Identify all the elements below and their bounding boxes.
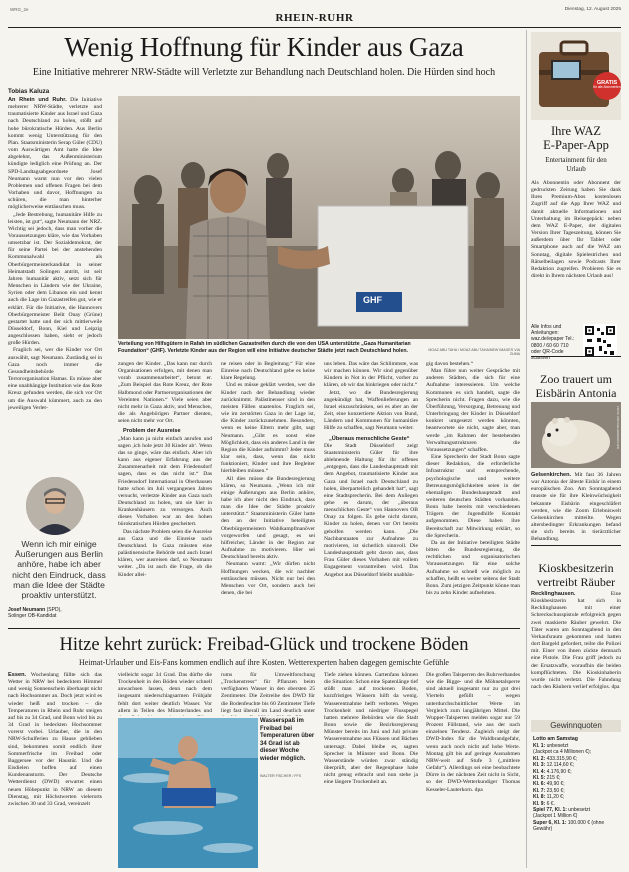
paragraph: Und es müsse geklärt werden, wer die Kinder nach der Behandlung wieder zurücknimmt. Palästinenser sind in den meisten Fällen staatenlos. Fraglich sei, wie im zerstörten Gaza in der Lage ist, die Kinder zurückzunehmen. Besonders, wenn es keine Eltern mehr gibt, sagt Neumann. „Gibt es sonst eine Möglichkeit, dass ein anderes Land in der Region die Kinder aufnimmt? Jeder muss klar sein, dass, wenn das nicht funktioniert, Kinder und ihre Begleiter hierbleiben müssen.“ xyxy=(221,382,315,475)
paragraph: Problem der Ausreise „Man kann ja nicht einfach anrufen und sagen ,ich hole jetzt 30 Kinder ab‘. Wenn das so ginge, wäre das einfach. Aber ich kann aus eigener Erfahrung aus der Zusammenarbeit mit dem Friedensdorf sagen, dass es das nicht ist.“ Das Friedensdorf International in Oberhausen hatte schon im Juli vergangenen Jahres versucht, verletzte Kinder aus Gaza nach Deutschland zu holen, um sie hier in Krankenhäusern zu versorgen. Auch dieses Vorhaben war an den hohen bürokratischen Hürden gescheitert. xyxy=(118,428,212,528)
lead-column-5 xyxy=(426,361,520,621)
lotto-heading-label: Gewinnquoten xyxy=(550,721,602,730)
pool-swimmer-image xyxy=(118,718,258,868)
second-column-1: Essen. Wochenlang füllte sich das Wetter in NRW bei bedecktem Himmel und wenig Sonnenschein überhaupt nicht nach Hochsommer an. Doch jetzt wird es wieder heiß und trocken – die Temperaturen in Rhein und Ruhr steigen auf bis zu 34 Grad, und Bonn wird bis zu 34 Grad in bedeckten Hochsommer vorerst vorbei. Urlauber, die in den NRW-Schulferien zu Hause geblieben sind, bekommen somit endlich ihrer Sommerfrische im Freibad oder Baggersee vor der Haustür. Und die Eisdielen hoffen auf einen Kundenansturm. Der Deutsche Wetterdienst (DWD) erwartet einen neuen Höhepunkt in NRW an diesem Dienstag, mit Höchstwerten vielerorts zwischen 30 und 33 Grad, vereinzelt xyxy=(8,672,102,807)
ad-title-line1: Ihre WAZ xyxy=(550,124,602,138)
lotto-line: Kl. 8: 11,20 €; xyxy=(533,794,565,801)
lotto-line: Kl. 2: 433.315,90 €; xyxy=(533,755,578,762)
paragraph: Da an der Initiative beteiligten Städte bitten die Bundesregierung, die rechtlichen und organisatorischen Voraussetzungen für eine solche Aufnahme so schnell wie möglich zu schaffen, heißt es weiter seitens der Stadt Bonn. Zum jetzigen Zeitpunkt könne man bis zu zehn Kinder aufnehmen. xyxy=(426,539,520,596)
sidebar-rule-2 xyxy=(531,545,621,546)
paragraph: An Rhein und Ruhr. Die Initiative mehrerer NRW-Städte, verletzte und traumatisierte Kinder aus Israel und Gaza nach Deutschland zu holen, stößt auf hohe bürokratische Hürden. Aus Berlin kommt wenig Unterstützung für den Plan. Staatsministerin Serap Güler (CDU) vom Auswärtigen Amt hatte die Idee abgelehnt, das Außenministerium kündigte lediglich eine Prüfung an. Der SPD-Landtagsabgeordnete Josef Neumann warnt nun vor den vielen Problemen und offenen Fragen bei dem Vorhaben und davor, Hoffnungen zu schüren, die man hinterher möglicherweise enttäuschen muss. xyxy=(8,97,102,211)
quote-text: Wenn ich mir einige Äußerungen aus Berlin anhöre, habe ich aber nicht den Eindruck, dass man die Idee der Städte proaktiv unterstützt. xyxy=(12,539,106,601)
paragraph: uns leben. Das wäre das Schlimmste, was wir machen können. Wir sind gegenüber Kindern in Not in der Pflicht, vorher zu klären, ob wir das hinkriegen oder nicht.“ xyxy=(324,361,418,389)
lotto-line: Kl. 5: 215 €; xyxy=(533,775,561,782)
lead-photo-credit: MOAZ ABU TAHA / MOAZ ABU TAHA/NEW IMAGES VIA ZUMA xyxy=(428,348,520,356)
lead-column-2 xyxy=(118,361,212,621)
epaper-ad xyxy=(531,32,621,402)
sidebar-separator xyxy=(526,30,527,868)
second-subline: Heimat-Urlauber und Eis-Fans kommen endlich auf ihre Kosten. Wetterexperten haben dagegen gemischte Gefühle xyxy=(79,658,449,667)
zoo-body: Gelsenkirchen. Mit fast 36 Jahren war Antonia der älteste Eisbär in einem europäischen Zoo. Am Sonntagabend musste sie für ihre Kleinwüchsigkeit bekannte Eisbärin eingeschläfert werden, wie die Zoom Erlebniswelt Gelsenkirchen mitteilte. Wegen altersbedingter Erkrankungen befand sie sich bereits in tierärztlicher Behandlung. xyxy=(531,472,621,542)
kiosk-headline: Kioskbesitzerin vertreibt Räuber xyxy=(536,561,616,589)
paragraph: All dies müsse die Bundesregierung klären, so Neumann. „Wenn ich mir einige Äußerungen aus Berlin anhöre, habe ich aber nicht den Eindruck, dass man die Idee der Städte proaktiv unterstützt.“ Staatsministerin Güler hatte den an der Initiative beteiligten Oberbürgermeistern Wahlkampfmanöver vorgeworfen und gesagt, es sei hilfreicher, Länder in der Region zur Aufnahme zu motivieren. Hier sei Deutschland bereits aktiv. xyxy=(221,475,315,561)
paragraph: „Überaus menschliche Geste“ Die Stadt Düsseldorf zeigt Staatsministerin Güler für ihre ablehnende Haltung für ihr offenes „entgegen, dass die Landeshauptstadt mit dem Angebot, traumatisierte Kinder aus Gaza und Israel nach Deutschland zu holen, überparteilich gehandelt hat“, sagt eine Stadtsprecherin. Bei dem Anliegen gehe es darum, der „überaus menschlichen Geste“ von Hannovers OB Onay zu folgen. Es gehe nicht darum, Kinder zu holen, denen vor Ort bereits geholfen werden kann. „Die Nachbarstaaten zur Aufnahme zu motivieren, ist sicherlich sinnvoll. Die Landeshauptstadt geht davon aus, dass Frau Güler dieses Vorhaben mit vollem Engagement vorantreiben wird. Das Angebot aus Düsseldorf bleibt unabhän- xyxy=(324,435,418,578)
sidebar-rule-1 xyxy=(531,356,621,357)
lotto-line: (Jackpot ca 4 Millionen €); xyxy=(533,749,592,756)
lotto-line: Kl. 7: 23,50 €; xyxy=(533,787,565,794)
quote-box xyxy=(8,475,110,625)
qr-code-icon[interactable] xyxy=(583,324,617,358)
pool-photo xyxy=(118,718,258,868)
second-column-5: Die großen Talsperren des Ruhrverbandes wie die Bigge- und die Möhnetalsperre sind aktuell insgesamt nur zu gut drei Vierteln gefüllt – wegen unterdurchschnittlicher Werte im Vergleich zum langjährigen Mittel. Die Wupper-Talsperren melden sogar nur 59 Prozent Füllstand, wie aus der nach einzelnen Tendenz. Zugleich steigt der DWD-Index für die Waldbrandgefahr, wenn auch noch nicht auf hohe Werte. Montag gilt bis auf geringe Ausnahmen NRW-weit auf Stufe 3 („mittlere Gefahr“). Allerdings sei eine beobachtete Dürre in der nächsten Zeit nicht in Sicht, so der DWD-Wetterkundiger Thomas Kesseler-Lauterkorn. dpa xyxy=(426,672,520,793)
quote-avatar xyxy=(26,477,84,535)
quote-party: (SPD), xyxy=(46,607,62,613)
lotto-title: Lotto am Samstag xyxy=(533,736,578,742)
gratis-badge xyxy=(593,72,621,100)
lead-subline: Eine Initiative mehrerer NRW-Städte will Verletzte zur Behandlung nach Deutschland holen. Die Hürden sind hoch xyxy=(32,67,496,78)
paragraph: zungen der Kinder. „Das kann nur durch Organisationen erfolgen, mit denen man vorab zusammenarbeitet“, betont er. „Zum Beispiel das Rote Kreuz, der Rote Halbmond oder Partnerorganisationen der Vereinten Nationen.“ Viele seien aber nicht mehr in Gaza aktiv, und Menschen, die als Angehörigen Partner dienten, seien nicht mehr vor Ort. xyxy=(118,361,212,425)
lead-column-4 xyxy=(324,361,418,621)
quote-role: Solinger OB-Kandidat xyxy=(8,613,57,619)
kiosk-body: Recklinghausen. Eine Kioskbesitzerin hat sich in Recklinghausen mit einer Schreckschusspistole erfolgreich gegen zwei maskierte Räuber gewehrt. Die Täter waren am Sonntagabend in den Verkaufsraum gekommen und hatten dort Bargeld gefordert, teilte die Polizei mit. Einer von ihnen zückte demnach eine Pistole. Die Frau griff jedoch zu der Ersatzwaffe, woraufhin die beiden kompflüchteten. Die Kioskinhaberin wurde nicht verletzt. Die Fahndung nach den Räubern verlief erfolglos. dpa xyxy=(531,591,621,691)
zoo-photo-credit: FOTO: ZOO GELSENKIRCHEN xyxy=(616,406,620,449)
lotto-line: Kl. 6: 49,90 €; xyxy=(533,781,565,788)
page-date: Dienstag, 12. August 2025 xyxy=(564,7,621,12)
lead-photo xyxy=(118,96,520,339)
lead-column-3 xyxy=(221,361,315,621)
lotto-heading xyxy=(531,720,621,732)
zoo-headline: Zoo trauert um Eisbärin Antonia xyxy=(535,372,617,400)
lotto-line: (Jackpot 1 Million €) xyxy=(533,813,578,820)
lotto-list xyxy=(533,743,621,833)
paragraph: Neumann warnt: „Wir dürfen nicht Hoffnungen wecken, die wir nachher enttäuschen müssen. Nicht nur bei den Menschen vor Ort, sondern auch bei denen, die bei xyxy=(221,561,315,596)
lead-author: Tobias Kaluza xyxy=(8,88,50,95)
second-column-4: Tiefe ziehen können. Gartenfans können die Situation: Schon eine Spatenlänge tief stößt man auf trockenen Boden, kurzfristiges Wässern hilft da wenig. Wasserentnahme helft verboten. Wegen Trockenheit und niedriger Flusspegel hatten mehrere Behörden wie die Stadt Bonn sowie die Bezirksregierung Münster bereits im Juni und Juli private Wasserentnahme aus Flüssen und Bächen untersagt. Dabei bleibe es, sagten Sprecher in Münster und Bonn. Die Wasserstände würden zwar ständig überprüft, aber der Regenphase habe nicht genug erbracht und nun stehe ja eine längere Trockenheit an. xyxy=(324,672,418,786)
ad-info: Alle Infos und Anleitungen: waz.de/epaper Tel.: 0800 / 60 60 710 oder QR-Code scannen xyxy=(531,324,575,362)
quote-attribution xyxy=(8,607,110,619)
gratis-badge-sub: für alle Abonnenten xyxy=(593,85,621,89)
second-headline: Hitze kehrt zurück: Freibad-Glück und trockene Böden xyxy=(59,635,469,655)
quote-name: Josef Neumann xyxy=(8,607,46,613)
paragraph: Das nächste Problem seien die Ausreise aus Gaza und die Einreise nach Deutschland. In Gaza müssten eine palästinensische Behörde und auch Israel klären, wer ausreisen darf, so Neumann weiter. „Da ist auch die Frage, ob die Kinder allei- xyxy=(118,528,212,578)
pool-photo-credit: WALTER FISCHER / FFS xyxy=(260,774,302,778)
photo-box-label: GHF xyxy=(363,295,382,305)
lotto-line: Kl. 4: 4.176,90 €; xyxy=(533,768,572,775)
lotto-line: Kl. 3: 12.114,60 €; xyxy=(533,762,575,769)
person-portrait-icon xyxy=(26,477,84,535)
lotto-line: Kl. 9: 6 €. xyxy=(533,800,555,807)
page-folio: WRG_2e xyxy=(10,7,29,12)
ad-title-line2: E-Paper-App xyxy=(543,138,609,152)
paragraph: gig davon bestehen.“ xyxy=(426,361,474,367)
ad-body: Als Abonnentin oder Abonnent der gedruckten Zeitung haben Sie dank Ihres Premium-Abos kostenlosen Zugriff auf die App Ihrer WAZ und damit aktuelle Informationen und Unterhaltung im Reisegepäck: neben dem WAZ E-Paper, der digitalen Version Ihrer Tageszeitung, können Sie außerdem über Ihr Tablet oder Smartphone auch auf die WAZ am Sonntag, digitale Spielestrichen und Rätselbeilagen sowie Podcasts Ihrer Redaktion zugreifen. Probieren Sie es direkt in Ihrem nächsten Urlaub aus! xyxy=(531,180,621,280)
polar-bear-photo xyxy=(531,402,621,468)
second-column-2: vielleicht sogar 34 Grad. Das dürfte die Trockenheit in den Böden wieder schnell anwachsen lassen, denn nach dem insgesamt niederschlagsarmen Frühjahr fehlt dort weiter deutlich Wasser. Vor allem in Teilen des Münsterlandes und xyxy=(118,672,212,714)
ad-subtitle: Entertainment für den Urlaub xyxy=(545,156,607,173)
pool-photo-caption: Wasserspaß im Freibad bei Temperaturen über 34 Grad ist ab dieser Woche wieder möglich. xyxy=(260,718,315,762)
paragraph: Eine Sprecherin der Stadt Bonn sagte dieser Redaktion, die erforderliche Infrastruktur und entsprechende, psychologische und weitere Betreuungsmöglichkeiten seien in der ehemaligen Bundeshauptstadt und weiteren deutschen Städten vorhanden. Bonn habe bereits mit verschiedenen Trägern der Jugendhilfe Kontakt aufgenommen. Diese haben ihre Bereitschaft zur Mitwirkung erklärt, so die Sprecherin. xyxy=(426,454,520,539)
paragraph: ne reisen oder in Begleitung.“ Für eine Einreise nach Deutschland gebe es keine klare Regelung. xyxy=(221,361,315,382)
polar-bear-image xyxy=(531,402,621,468)
lead-column-1 xyxy=(8,97,102,471)
paragraph: Jetzt, wo die Bundesregierung angekündigt hat, Waffenlieferungen an Israel einzuschränken, sei es aber an der Zeit, eine konzertierte Aktion von Bund, Ländern und Kommunen für humanitäre Hilfe zu schaffen, sagt Neumann weiter. xyxy=(324,389,418,432)
gratis-badge-label: GRATIS xyxy=(596,80,618,86)
lead-headline: Wenig Hoffnung für Kinder aus Gaza xyxy=(64,32,464,62)
paragraph: Fraglich sei, wer die Kinder vor Ort auswählt, sagt Neumann. Zuständig sei in Gaza noch immer die Gesundheitsbehörde der Terrororganisation Hamas. Es müsse aber eine unabhängige Institution wie das Rote Kreuz gefunden werden, die sich vor Ort um die Auswahl kümmert, auch zu den jeweiligen Verlet- xyxy=(8,347,102,411)
paragraph: „Jede Bestrebung, humanitäre Hilfe zu leisten, ist gut“, sagte Neumann der NRZ. Wichtig sei jedoch, dass man vorher die Voraussetzungen kläre, wie das Vorhaben umsetzbar ist. Der Sozialdemokrat, der für seine Partei bei der anstehenden Kommunalwahl als Oberbürgermeisterkandidat in seiner Heimatstadt Solingen antritt, ist seit Jahren humanitär aktiv, setzt sich für Menschen in Ländern wie der Ukraine, Syrien oder dem Libanon ein und kennt auch die Lage im Gazastreifen gut, wie er erklärt. Für die Initiative, die Hannovers Oberbürgermeister Belit Onay (Grüne) gestartet hatte und der sich mittlerweile Düsseldorf, Bonn, Kiel und Leipzig angeschlossen haben, sieht er jedoch große Hürden. xyxy=(8,211,102,347)
photo-crowd-scene xyxy=(118,96,520,339)
lotto-line: Kl. 1: unbesetzt xyxy=(533,743,569,749)
header-rule xyxy=(8,27,621,28)
section-title: RHEIN-RUHR xyxy=(275,12,354,24)
paragraph: Man führe nun weiter Gespräche mit anderen Städten, die sich für eine Aufnahme interessieren. Um welche Kommunen es sich handelt, sagte die Sprecherin nicht. Fragen dazu, wie die Überführung, Versorgung, Betreuung und Unterbringung der Kinder in Düsseldorf konkret umgesetzt werden könnten, beantwortete sie nicht, sagte aber, man werde „im Rahmen der bestehenden Verwaltungsstrukturen die Voraussetzungen“ schaffen. xyxy=(426,368,520,453)
lotto-line: Spiel 77, Kl. 1: unbesetzt xyxy=(533,807,590,814)
article-divider xyxy=(8,628,520,629)
lead-photo-caption: Verteilung von Hilfsgütern in Rafah im südlichen Gazastreifen durch die von den USA unterstützte „Gaza Humanitarian Foundation“ (GHF). Verletzte Kinder aus der Region will eine Initiative deutscher Städte jetzt nach Deutschland holen. xyxy=(118,341,411,354)
second-column-3: rums für Umweltforschung „Trockenstress“ für Pflanzen beim verfügbaren Wasser in den obersten 25 Zentimeter. Die Zeitreihe des DWD für die Bodenfeuchte bis 60 Zentimeter Tiefe liegt fast überall im Land deutlich unter xyxy=(221,672,315,714)
lotto-line: Super 6, Kl. 1: 100.000 € (ohne Gewähr) xyxy=(533,819,605,833)
